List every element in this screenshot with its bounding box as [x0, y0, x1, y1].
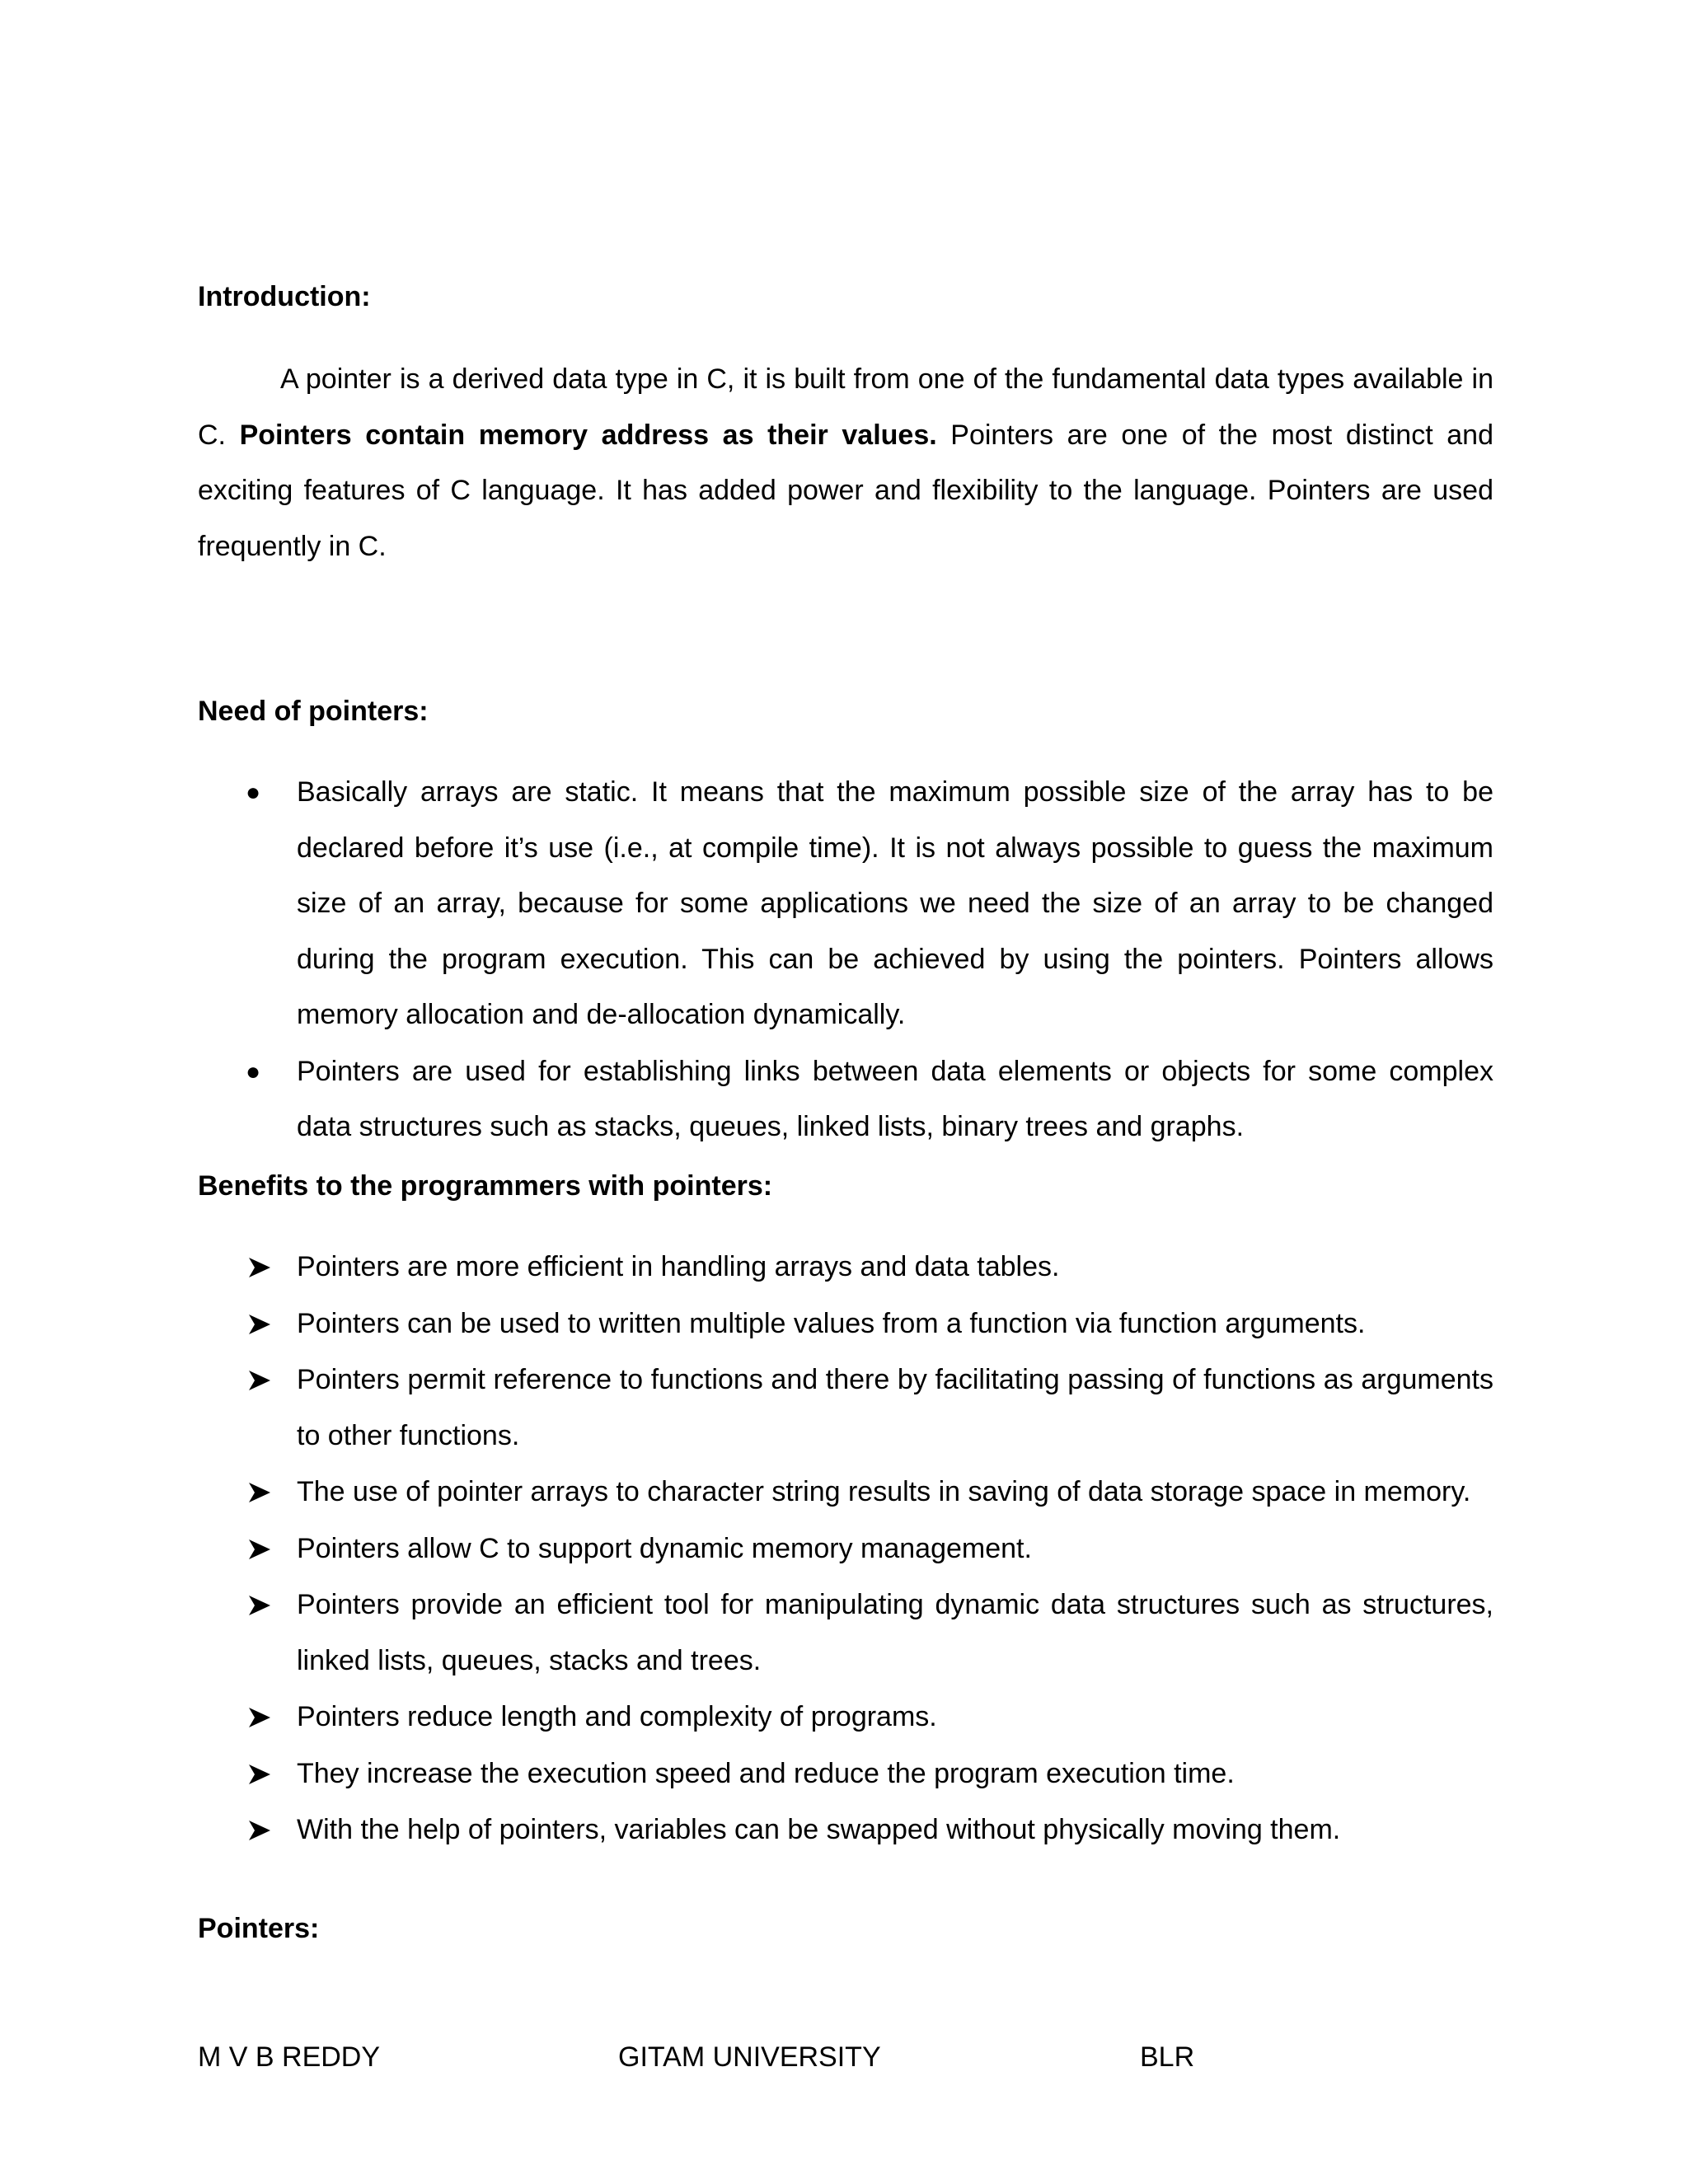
- list-item: [198, 1044, 1493, 1155]
- list-item-text: Pointers can be used to written multiple values from a function via function arguments.: [297, 1307, 1366, 1339]
- arrow-bullet-icon: [249, 1315, 270, 1334]
- introduction-bold-text: Pointers contain memory address as their values.: [239, 419, 937, 451]
- need-of-pointers-list: [198, 765, 1493, 1156]
- list-item-text: With the help of pointers, variables can be swapped without physically moving them.: [297, 1814, 1341, 1845]
- benefits-list: [198, 1240, 1493, 1859]
- arrow-bullet-icon: [249, 1821, 270, 1840]
- arrow-bullet-icon: [249, 1258, 270, 1277]
- list-item-text: Basically arrays are static. It means that the maximum possible size of the array has to be declared before it’s use (i.e., at compile time). It is not always possible to guess the maximum size of an array, because for some applications we need the size of an array to be changed during the program execution. This can be achieved by using the pointers. Pointers allows memory allocation and de-allocation dynamically.: [297, 776, 1493, 1030]
- introduction-heading: Introduction:: [198, 281, 371, 312]
- list-item: [198, 1352, 1493, 1464]
- list-item-text: They increase the execution speed and reduce the program execution time.: [297, 1757, 1235, 1789]
- arrow-bullet-icon: [249, 1708, 270, 1727]
- list-item-text: Pointers reduce length and complexity of programs.: [297, 1701, 937, 1732]
- list-item: [198, 1690, 1493, 1746]
- list-item-text: Pointers are used for establishing links between data elements or objects for some complex data structures such as stacks, queues, linked lists, binary trees and graphs.: [297, 1055, 1493, 1142]
- list-item: [198, 1802, 1493, 1858]
- introduction-text-2: Pointers are one of the most distinct and exciting features of C language. It has added power and flexibility to the language. Pointers are used frequently in C.: [198, 419, 1493, 562]
- list-item: [198, 1296, 1493, 1352]
- list-item: [198, 1465, 1493, 1521]
- list-item: [198, 1240, 1493, 1296]
- footer-university: GITAM UNIVERSITY: [618, 2041, 881, 2073]
- list-item-text: The use of pointer arrays to character string results in saving of data storage space in memory.: [297, 1476, 1471, 1507]
- pointers-heading: Pointers:: [198, 1913, 320, 1944]
- list-item: [198, 765, 1493, 1043]
- arrow-bullet-icon: [249, 1765, 270, 1784]
- arrow-bullet-icon: [249, 1596, 270, 1615]
- bullet-dot-icon: ●: [246, 1057, 261, 1085]
- list-item-text: Pointers permit reference to functions and there by facilitating passing of functions as arguments to other functions.: [297, 1364, 1493, 1451]
- need-of-pointers-heading: Need of pointers:: [198, 696, 429, 727]
- list-item: [198, 1746, 1493, 1802]
- list-item-text: Pointers provide an efficient tool for manipulating dynamic data structures such as structures, linked lists, queues, stacks and trees.: [297, 1589, 1493, 1676]
- list-item: [198, 1577, 1493, 1689]
- introduction-text-1: A pointer is a derived data type in C, it is built from one of the fundamental data types available in C.: [198, 363, 1493, 451]
- footer-location: BLR: [1140, 2041, 1195, 2073]
- document-page: [198, 0, 1493, 2184]
- list-item: [198, 1521, 1493, 1577]
- list-item-text: Pointers allow C to support dynamic memory management.: [297, 1532, 1032, 1564]
- benefits-heading: Benefits to the programmers with pointers:: [198, 1170, 773, 1202]
- arrow-bullet-icon: [249, 1483, 270, 1502]
- bullet-dot-icon: ●: [246, 779, 261, 806]
- list-item-text: Pointers are more efficient in handling arrays and data tables.: [297, 1251, 1060, 1282]
- introduction-paragraph: [198, 352, 1493, 574]
- footer-author: M V B REDDY: [198, 2041, 381, 2073]
- arrow-bullet-icon: [249, 1371, 270, 1390]
- arrow-bullet-icon: [249, 1540, 270, 1559]
